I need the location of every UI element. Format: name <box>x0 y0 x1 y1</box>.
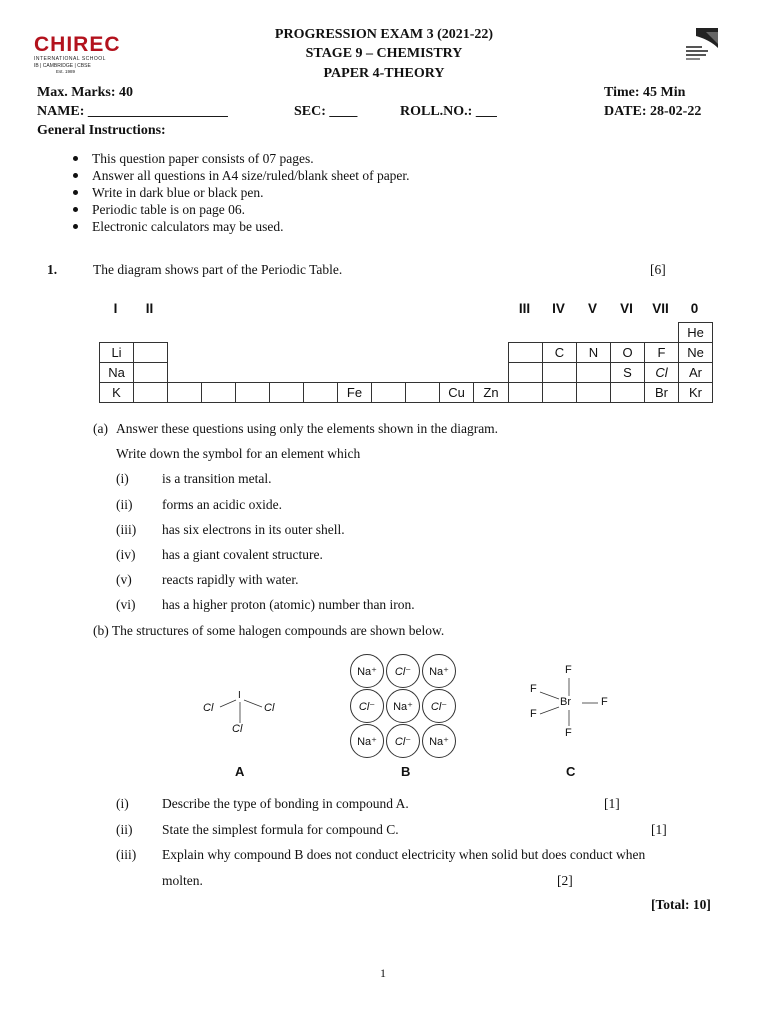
element-cell-empty <box>508 362 543 383</box>
school-logo <box>34 34 126 76</box>
element-cell-empty <box>133 342 168 363</box>
structure-b-lattice <box>350 654 460 758</box>
subpart-number: (v) <box>116 572 132 587</box>
element-cell-Br: Br <box>644 382 679 403</box>
element-cell-empty <box>542 362 577 383</box>
group-label: V <box>587 301 597 316</box>
name-field: NAME: ____________________ <box>37 104 228 119</box>
subpart-text: Describe the type of bonding in compound A. <box>162 796 409 811</box>
element-cell-empty <box>576 362 611 383</box>
structure-label: C <box>566 764 576 779</box>
question-number: 1. <box>47 262 58 277</box>
school-logo-subtitle: INTERNATIONAL SCHOOL <box>34 56 106 62</box>
element-cell-C: C <box>542 342 577 363</box>
element-cell-N: N <box>576 342 611 363</box>
exam-subject: STAGE 9 – CHEMISTRY <box>305 46 463 61</box>
subpart-text: has a giant covalent structure. <box>162 547 323 562</box>
subpart-marks: [2] <box>557 873 573 888</box>
subpart-number: (iii) <box>116 522 137 537</box>
school-logo-wordmark: CHIREC <box>34 33 121 56</box>
fluorine-atom: F <box>601 696 608 708</box>
instructions-list <box>70 150 670 235</box>
question-marks: [6] <box>650 262 666 277</box>
structure-a-diagram <box>196 690 288 742</box>
element-cell-Zn: Zn <box>473 382 509 403</box>
chlorine-atom: Cl <box>203 702 214 714</box>
chlorine-atom: Cl <box>264 702 275 714</box>
sodium-ion: Na⁺ <box>422 654 456 688</box>
element-cell-He: He <box>678 322 713 343</box>
bond-lines <box>196 690 288 742</box>
subpart-number: (iii) <box>116 847 137 862</box>
element-cell-Li: Li <box>99 342 134 363</box>
instruction-item: Write in dark blue or black pen. <box>70 184 670 201</box>
time-allowed: Time: 45 Min <box>604 85 686 100</box>
max-marks: Max. Marks: 40 <box>37 85 134 100</box>
chloride-ion: Cl⁻ <box>386 654 420 688</box>
element-cell-Fe: Fe <box>337 382 372 403</box>
element-cell-empty <box>371 382 406 403</box>
instruction-item: Answer all questions in A4 size/ruled/blank sheet of paper. <box>70 167 670 184</box>
group-label: II <box>145 301 154 316</box>
part-b-intro: (b) The structures of some halogen compounds are shown below. <box>93 623 445 638</box>
subpart-text-continued: molten. <box>162 873 203 888</box>
part-a-sub-intro: Write down the symbol for an element which <box>116 446 361 461</box>
element-cell-O: O <box>610 342 645 363</box>
sodium-ion: Na⁺ <box>422 724 456 758</box>
fluorine-atom: F <box>565 664 572 676</box>
school-logo-boards: IB | CAMBRIDGE | CBSE <box>34 63 91 69</box>
page-number: 1 <box>380 966 386 980</box>
exam-paper: PAPER 4-THEORY <box>323 66 445 81</box>
bromine-atom: Br <box>560 696 571 708</box>
element-cell-empty <box>405 382 440 403</box>
element-cell-Ar: Ar <box>678 362 713 383</box>
group-label: III <box>518 301 531 316</box>
element-cell-Kr: Kr <box>678 382 713 403</box>
element-cell-empty <box>167 382 202 403</box>
chloride-ion: Cl⁻ <box>386 724 420 758</box>
group-label: 0 <box>690 301 699 316</box>
subpart-number: (i) <box>116 471 129 486</box>
subpart-text: forms an acidic oxide. <box>162 497 282 512</box>
subpart-text: has a higher proton (atomic) number than iron. <box>162 597 415 612</box>
subpart-number: (ii) <box>116 497 133 512</box>
element-cell-empty <box>542 382 577 403</box>
subpart-text: State the simplest formula for compound C. <box>162 822 399 837</box>
element-cell-empty <box>235 382 270 403</box>
fluorine-atom: F <box>530 708 537 720</box>
ib-logo <box>684 26 720 66</box>
subpart-number: (i) <box>116 796 129 811</box>
subpart-number: (vi) <box>116 597 136 612</box>
fluorine-atom: F <box>565 727 572 739</box>
part-a-intro: Answer these questions using only the elements shown in the diagram. <box>116 421 499 436</box>
subpart-number: (iv) <box>116 547 136 562</box>
group-label: I <box>113 301 118 316</box>
element-cell-Na: Na <box>99 362 134 383</box>
structure-label: B <box>401 764 411 779</box>
sodium-ion: Na⁺ <box>386 689 420 723</box>
element-cell-empty <box>133 382 168 403</box>
instruction-item: This question paper consists of 07 pages. <box>70 150 670 167</box>
section-field: SEC: ____ <box>294 104 358 119</box>
subpart-text: reacts rapidly with water. <box>162 572 299 587</box>
element-cell-K: K <box>99 382 134 403</box>
exam-date: DATE: 28-02-22 <box>604 104 702 119</box>
group-label: IV <box>552 301 565 316</box>
instructions-heading: General Instructions: <box>37 123 166 138</box>
element-cell-S: S <box>610 362 645 383</box>
sodium-ion: Na⁺ <box>350 724 384 758</box>
subpart-number: (ii) <box>116 822 133 837</box>
element-cell-empty <box>201 382 236 403</box>
exam-title: PROGRESSION EXAM 3 (2021-22) <box>274 27 494 42</box>
chlorine-atom: Cl <box>232 723 243 735</box>
element-cell-empty <box>508 382 543 403</box>
element-cell-Cu: Cu <box>439 382 474 403</box>
group-label: VI <box>620 301 633 316</box>
sodium-ion: Na⁺ <box>350 654 384 688</box>
part-a-label: (a) <box>93 421 108 436</box>
element-cell-empty <box>610 382 645 403</box>
instruction-item: Electronic calculators may be used. <box>70 218 670 235</box>
structure-label: A <box>235 764 245 779</box>
chloride-ion: Cl⁻ <box>350 689 384 723</box>
subpart-text: is a transition metal. <box>162 471 272 486</box>
element-cell-empty <box>508 342 543 363</box>
question-total: [Total: 10] <box>651 897 711 912</box>
roll-number-field: ROLL.NO.: ___ <box>400 104 497 119</box>
structure-c-diagram <box>526 662 616 742</box>
element-cell-empty <box>133 362 168 383</box>
element-cell-empty <box>303 382 338 403</box>
school-logo-est: Est. 1989 <box>56 69 76 74</box>
element-cell-empty <box>269 382 304 403</box>
subpart-text: Explain why compound B does not conduct electricity when solid but does conduct when <box>162 847 646 862</box>
fluorine-atom: F <box>530 683 537 695</box>
instruction-item: Periodic table is on page 06. <box>70 201 670 218</box>
ib-logo-icon <box>684 26 720 66</box>
subpart-marks: [1] <box>604 796 620 811</box>
iodine-atom: I <box>238 690 241 701</box>
element-cell-empty <box>576 382 611 403</box>
group-label: VII <box>652 301 669 316</box>
subpart-marks: [1] <box>651 822 667 837</box>
element-cell-Ne: Ne <box>678 342 713 363</box>
subpart-text: has six electrons in its outer shell. <box>162 522 345 537</box>
element-cell-F: F <box>644 342 679 363</box>
element-cell-Cl: Cl <box>644 362 679 383</box>
chloride-ion: Cl⁻ <box>422 689 456 723</box>
question-text: The diagram shows part of the Periodic Table. <box>93 262 343 277</box>
